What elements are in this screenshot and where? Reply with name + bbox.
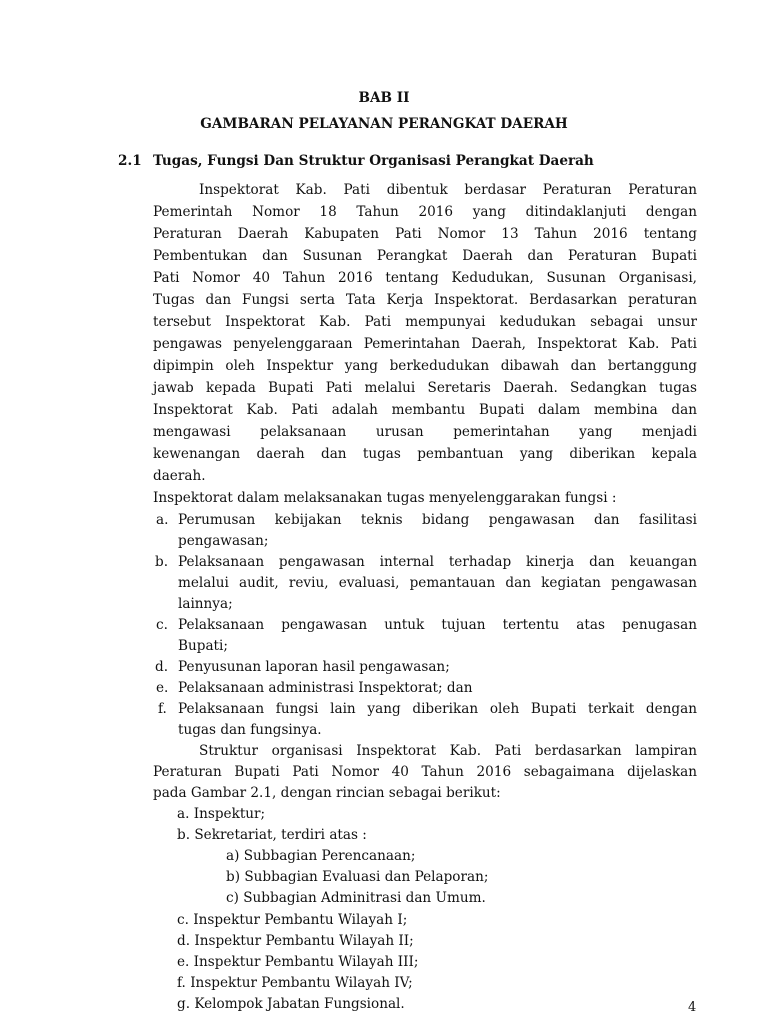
paragraph-line: Pemerintah Nomor 18 Tahun 2016 yang ditindaklanjuti dengan — [153, 204, 697, 220]
paragraph-line: Tugas dan Fungsi serta Tata Kerja Inspektorat. Berdasarkan peraturan — [153, 292, 697, 308]
section-title: Tugas, Fungsi Dan Struktur Organisasi Perangkat Daerah — [153, 153, 594, 169]
list-label: e. — [156, 680, 169, 696]
list-item: Pelaksanaan administrasi Inspektorat; dan — [178, 680, 473, 696]
paragraph-line: Inspektorat Kab. Pati adalah membantu Bupati dalam membina dan — [153, 402, 697, 418]
chapter-title: GAMBARAN PELAYANAN PERANGKAT DAERAH — [200, 116, 568, 132]
sub-item: a) Subbagian Perencanaan; — [226, 848, 416, 864]
paragraph-line: tersebut Inspektorat Kab. Pati mempunyai kedudukan sebagai unsur — [153, 314, 697, 330]
structure-item: f. Inspektur Pembantu Wilayah IV; — [177, 975, 413, 991]
list-item: Perumusan kebijakan teknis bidang pengawasan dan fasilitasi — [178, 512, 697, 528]
structure-item: b. Sekretariat, terdiri atas : — [177, 827, 367, 843]
structure-item: d. Inspektur Pembantu Wilayah II; — [177, 933, 414, 949]
paragraph-line: kewenangan daerah dan tugas pembantuan yang diberikan kepala — [153, 446, 697, 462]
paragraph-line: Pati Nomor 40 Tahun 2016 tentang Kedudukan, Susunan Organisasi, — [153, 270, 697, 286]
sub-item: b) Subbagian Evaluasi dan Pelaporan; — [226, 869, 489, 885]
list-label: c. — [156, 617, 168, 633]
list-item: lainnya; — [178, 596, 233, 612]
chapter-label: BAB II — [358, 90, 410, 106]
section-number: 2.1 — [118, 153, 142, 169]
structure-item: g. Kelompok Jabatan Fungsional. — [177, 996, 405, 1012]
functions-intro: Inspektorat dalam melaksanakan tugas menyelenggarakan fungsi : — [153, 490, 617, 506]
paragraph-line: Struktur organisasi Inspektorat Kab. Pati berdasarkan lampiran — [199, 743, 697, 759]
page-number: 4 — [688, 1000, 697, 1015]
list-label: d. — [155, 659, 169, 675]
paragraph-line: Peraturan Bupati Pati Nomor 40 Tahun 2016 sebagaimana dijelaskan — [153, 764, 697, 780]
paragraph-line: pengawas penyelenggaraan Pemerintahan Daerah, Inspektorat Kab. Pati — [153, 336, 697, 352]
list-item: Pelaksanaan pengawasan internal terhadap kinerja dan keuangan — [178, 554, 697, 570]
list-item: Pelaksanaan pengawasan untuk tujuan tertentu atas penugasan — [178, 617, 697, 633]
structure-item: e. Inspektur Pembantu Wilayah III; — [177, 954, 419, 970]
list-label: f. — [158, 701, 167, 717]
structure-item: a. Inspektur; — [177, 806, 266, 822]
paragraph-line: pada Gambar 2.1, dengan rincian sebagai berikut: — [153, 785, 501, 801]
sub-item: c) Subbagian Adminitrasi dan Umum. — [226, 890, 486, 906]
list-item: melalui audit, reviu, evaluasi, pemantauan dan kegiatan pengawasan — [178, 575, 697, 591]
paragraph-line: jawab kepada Bupati Pati melalui Seretaris Daerah. Sedangkan tugas — [153, 380, 697, 396]
list-item: pengawasan; — [178, 533, 269, 549]
list-item: Penyusunan laporan hasil pengawasan; — [178, 659, 450, 675]
list-label: b. — [155, 554, 169, 570]
list-item: Pelaksanaan fungsi lain yang diberikan oleh Bupati terkait dengan — [178, 701, 697, 717]
paragraph-line: Inspektorat Kab. Pati dibentuk berdasar Peraturan Peraturan — [199, 182, 697, 198]
list-label: a. — [156, 512, 169, 528]
paragraph-line: daerah. — [153, 468, 206, 484]
paragraph-line: mengawasi pelaksanaan urusan pemerintahan yang menjadi — [153, 424, 697, 440]
list-item: Bupati; — [178, 638, 228, 654]
paragraph-line: Pembentukan dan Susunan Perangkat Daerah dan Peraturan Bupati — [153, 248, 697, 264]
paragraph-line: dipimpin oleh Inspektur yang berkedudukan dibawah dan bertanggung — [153, 358, 697, 374]
structure-item: c. Inspektur Pembantu Wilayah I; — [177, 912, 408, 928]
list-item: tugas dan fungsinya. — [178, 722, 322, 738]
paragraph-line: Peraturan Daerah Kabupaten Pati Nomor 13 Tahun 2016 tentang — [153, 226, 697, 242]
